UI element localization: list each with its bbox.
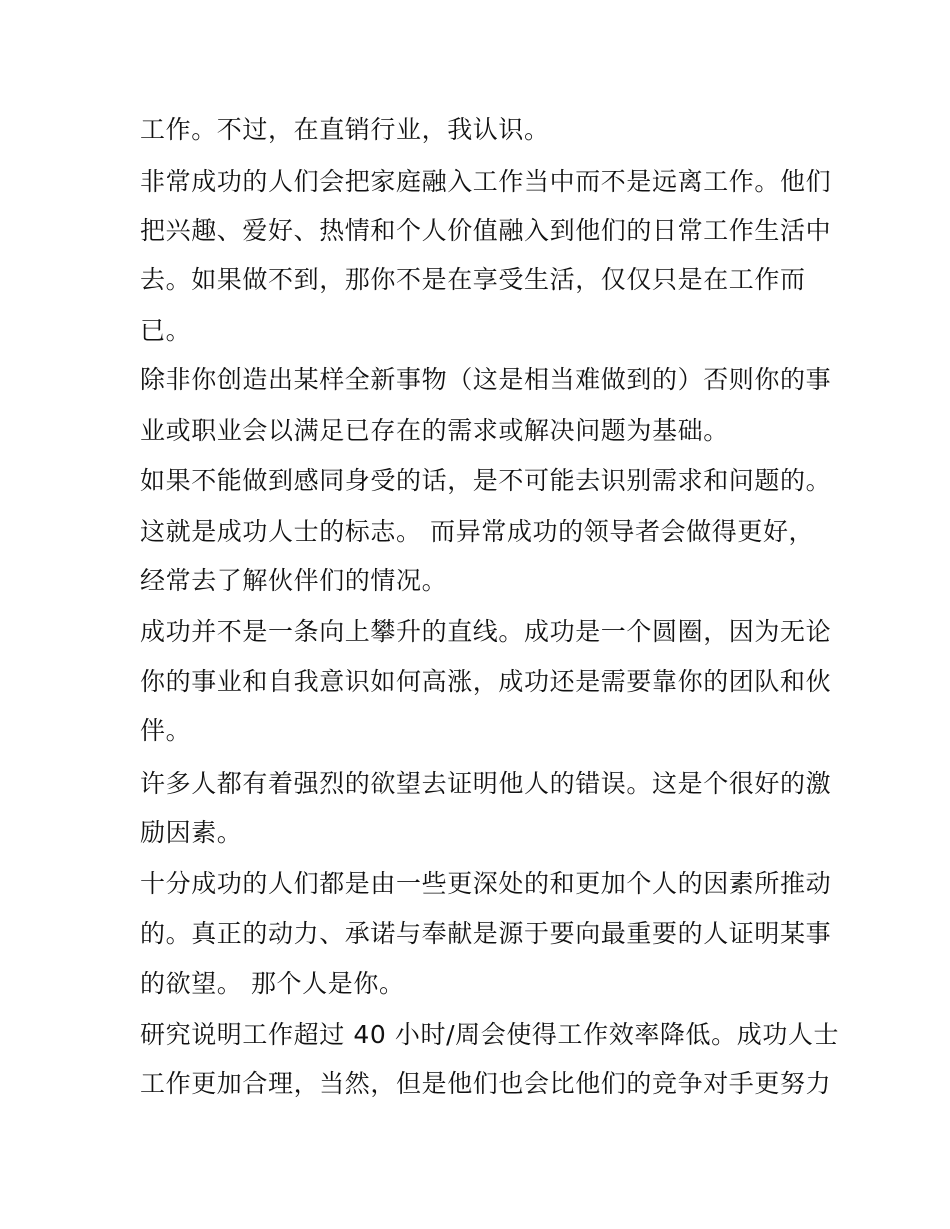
text-line: 这就是成功人士的标志。 而异常成功的领导者会做得更好， bbox=[140, 517, 815, 546]
text-line: 许多人都有着强烈的欲望去证明他人的错误。这是个很好的激 bbox=[140, 769, 832, 798]
text-line: 去。如果做不到，那你不是在享受生活，仅仅只是在工作而 bbox=[140, 265, 806, 294]
text-line: 已。 bbox=[140, 316, 192, 345]
text-line: 把兴趣、爱好、热情和个人价值融入到他们的日常工作生活中 bbox=[140, 216, 832, 245]
text-line: 励因素。 bbox=[140, 818, 243, 847]
text-line: 业或职业会以满足已存在的需求或解决问题为基础。 bbox=[140, 416, 729, 445]
text-line: 工作更加合理，当然，但是他们也会比他们的竞争对手更努力 bbox=[140, 1069, 832, 1098]
text-line: 工作。不过，在直销行业，我认识。 bbox=[140, 115, 550, 144]
text-line: 经常去了解伙伴们的情况。 bbox=[140, 566, 448, 595]
text-line: 除非你创造出某样全新事物（这是相当难做到的）否则你的事 bbox=[140, 365, 832, 394]
text-line: 的。真正的动力、承诺与奉献是源于要向最重要的人证明某事 bbox=[140, 919, 832, 948]
text-line: 研究说明工作超过 40 小时/周会使得工作效率降低。成功人士 bbox=[140, 1020, 840, 1049]
text-line: 成功并不是一条向上攀升的直线。成功是一个圆圈，因为无论 bbox=[140, 617, 832, 646]
text-line: 你的事业和自我意识如何高涨，成功还是需要靠你的团队和伙 bbox=[140, 667, 832, 696]
text-line: 非常成功的人们会把家庭融入工作当中而不是远离工作。他们 bbox=[140, 167, 832, 196]
text-line: 的欲望。 那个人是你。 bbox=[140, 969, 405, 998]
text-line: 如果不能做到感同身受的话，是不可能去识别需求和问题的。 bbox=[140, 466, 832, 495]
text-line: 伴。 bbox=[140, 716, 192, 745]
text-line: 十分成功的人们都是由一些更深处的和更加个人的因素所推动 bbox=[140, 869, 832, 898]
